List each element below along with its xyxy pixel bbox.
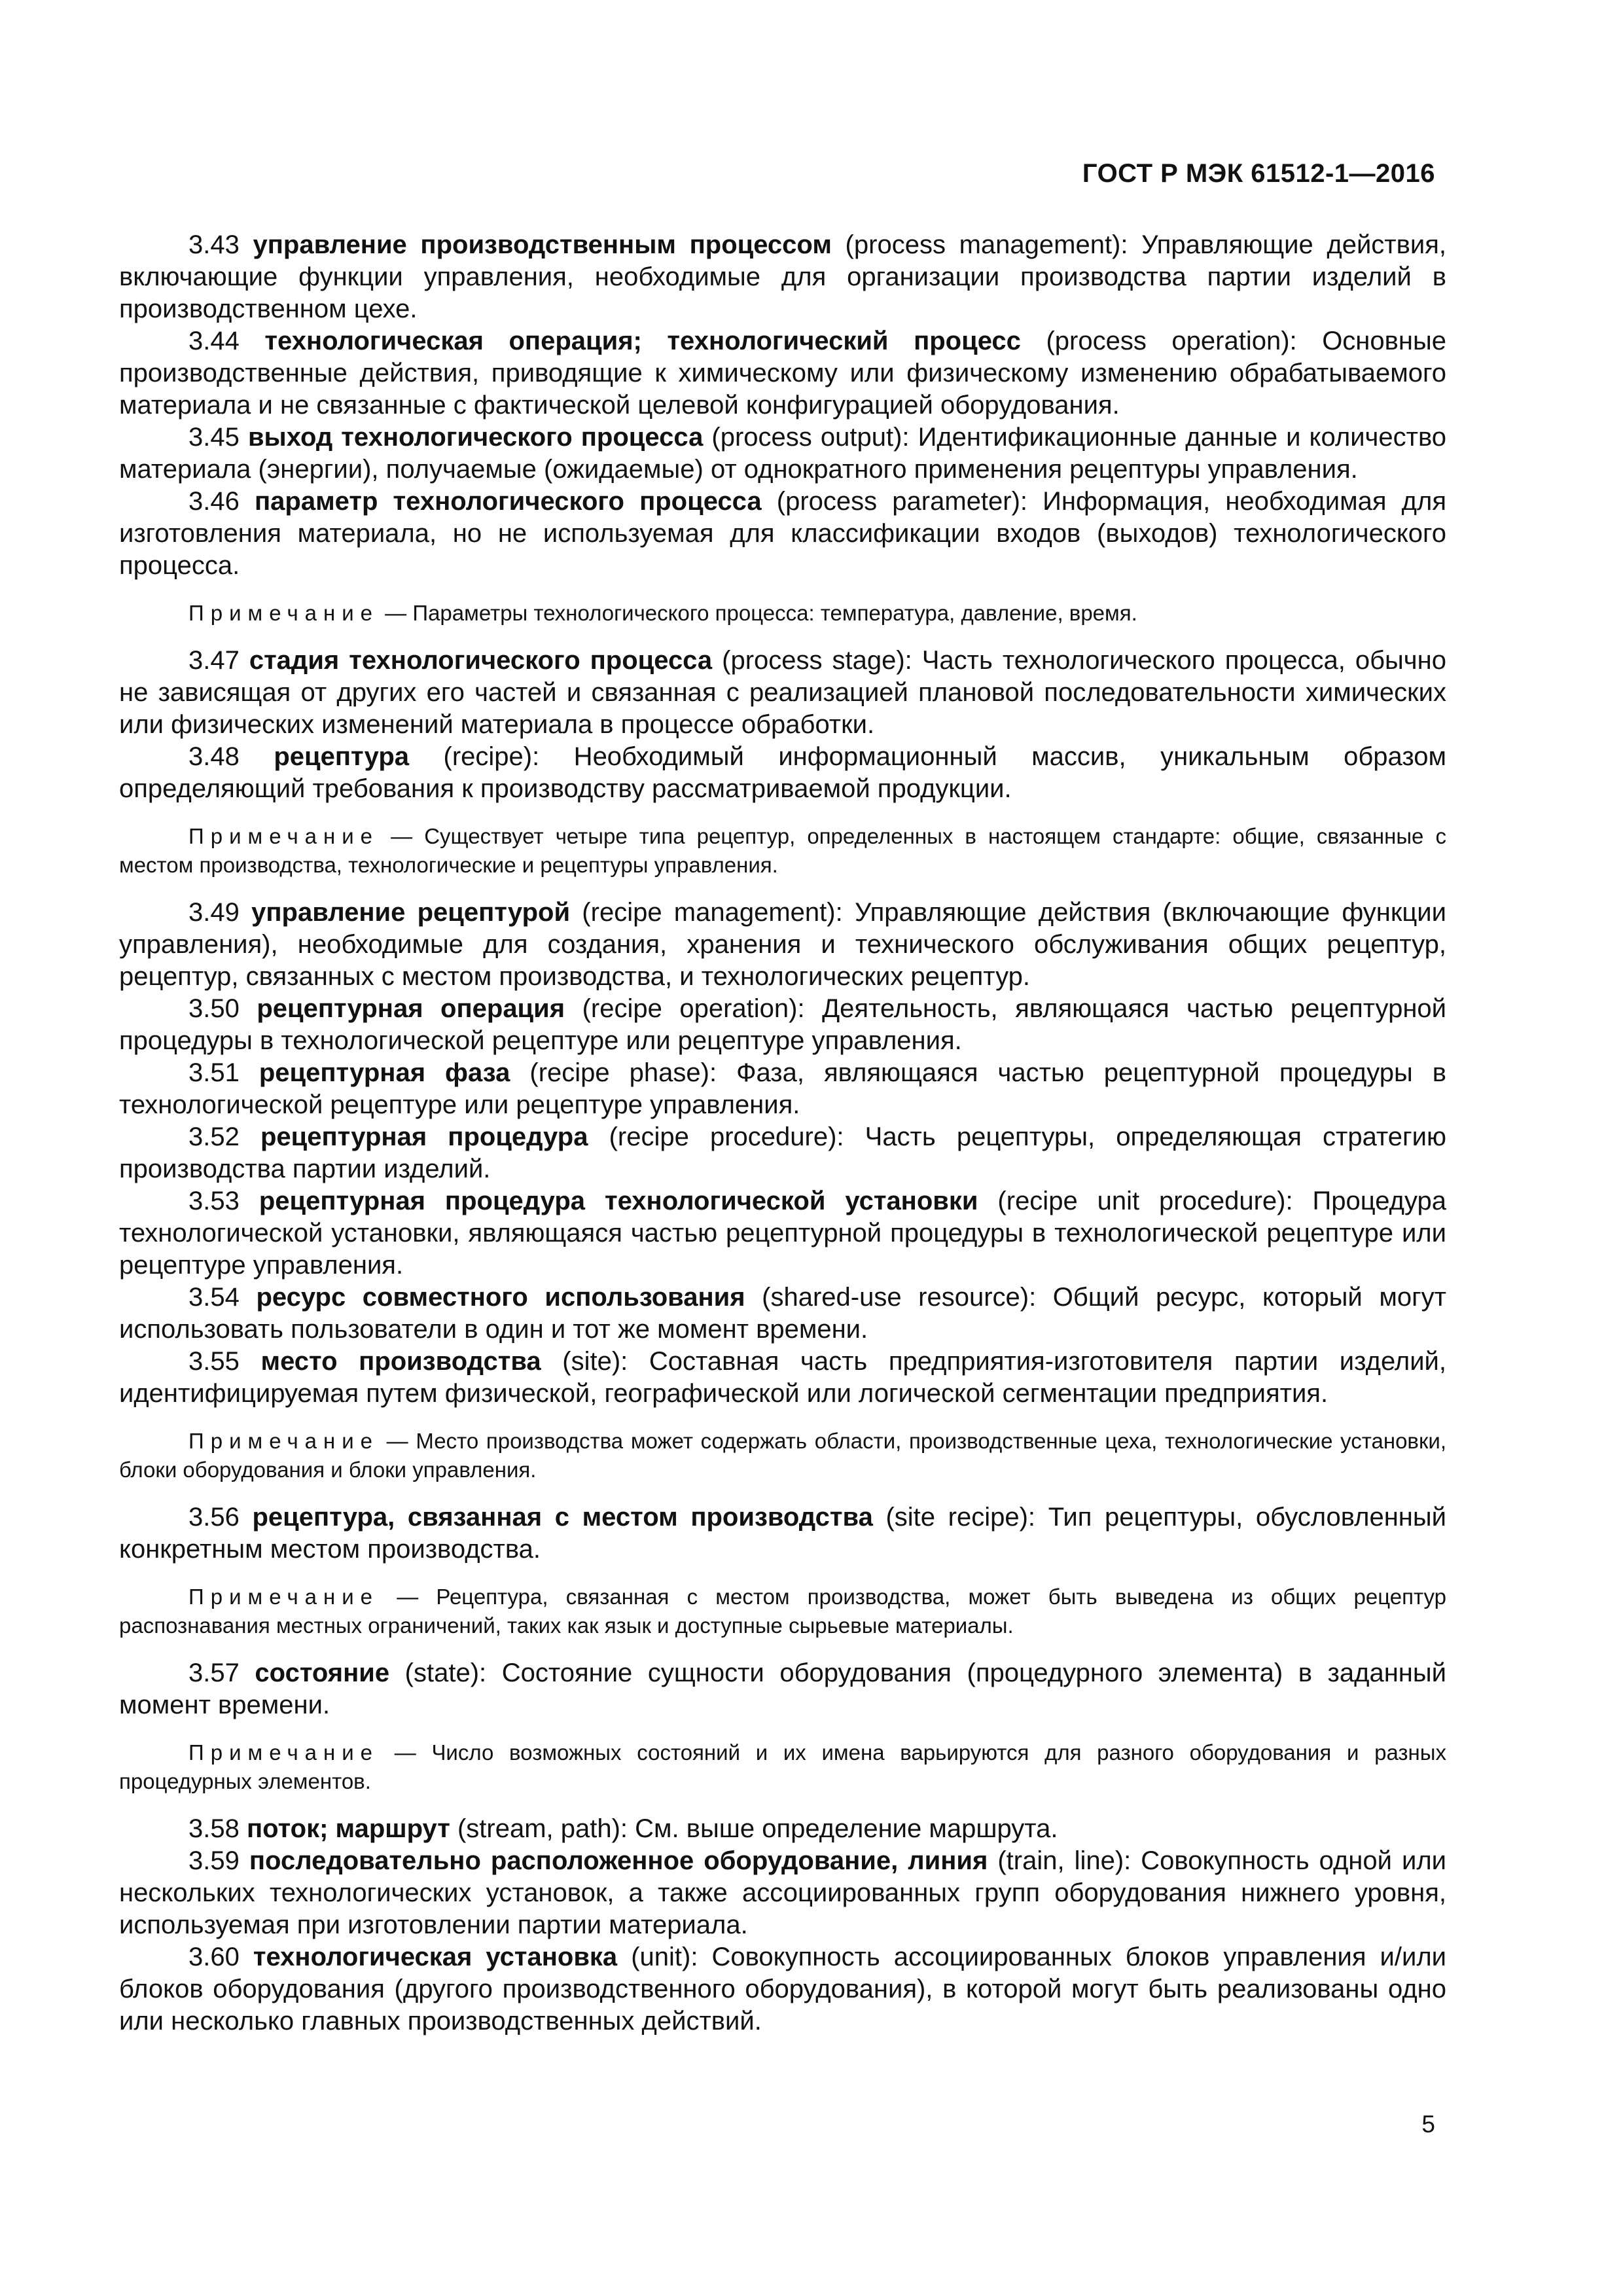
term: управление производственным процессом (253, 230, 832, 259)
term: параметр технологического процесса (255, 487, 762, 516)
definition-3-46: 3.46 параметр технологического процесса (process parameter): Информация, необходимая для изготовления материала, но не используемая для классификации входов (выходов) технологического процесса. (119, 487, 1446, 580)
definition-3-54: 3.54 ресурс совместного использования (shared-use resource): Общий ресурс, который могут использовать пользователи в один и тот же момент времени. (119, 1283, 1446, 1344)
document-id-header: ГОСТ Р МЭК 61512-1—2016 (1082, 159, 1435, 188)
term: состояние (255, 1659, 390, 1687)
definition-3-53: 3.53 рецептурная процедура технологической установки (recipe unit procedure): Процедура технологической установки, являющаяся частью рецептурной процедуры в технологической рецептуре или рецептуре управления. (119, 1187, 1447, 1280)
term: место производства (260, 1347, 541, 1376)
term: ресурс совместного использования (256, 1283, 745, 1312)
note-3-55: Примечание — Место производства может содержать области, производственные цеха, технологические установки, блоки оборудования и блоки управления. (119, 1429, 1446, 1482)
definition-3-60: 3.60 технологическая установка (unit): Совокупность ассоциированных блоков управления и/или блоков оборудования (другого производственного оборудования), в которой могут быть реализованы одно или несколько главных производственных действий. (119, 1943, 1447, 2036)
term: технологическая операция; технологический процесс (264, 327, 1021, 355)
definition-3-49: 3.49 управление рецептурой (recipe management): Управляющие действия (включающие функции управления), необходимые для создания, хранения и технического обслуживания общих рецептур, рецептур, связанных с местом производства, и технологических рецептур. (119, 898, 1446, 991)
definition-3-45: 3.45 выход технологического процесса (process output): Идентификационные данные и количество материала (энергии), получаемые (ожидаемые) от однократного применения рецептуры управления. (119, 423, 1446, 484)
definition-3-50: 3.50 рецептурная операция (recipe operation): Деятельность, являющаяся частью рецептурной процедуры в технологической рецептуре или рецептуре управления. (119, 994, 1446, 1055)
note-3-48: Примечание — Существует четыре типа рецептур, определенных в настоящем стандарте: общие, связанные с местом производства, технологические и рецептуры управления. (119, 824, 1447, 877)
term: рецептурная процедура (260, 1122, 588, 1151)
note-label: Примечание (188, 1740, 380, 1765)
term: стадия технологического процесса (249, 646, 713, 675)
definition-3-47: 3.47 стадия технологического процесса (process stage): Часть технологического процесса, обычно не зависящая от других его частей и связанная с реализацией плановой последовательности химических или физических изменений материала в процессе обработки. (119, 646, 1446, 739)
note-label: Примечание (188, 1429, 380, 1453)
term: последовательно расположенное оборудование, линия (249, 1846, 988, 1875)
definition-3-59: 3.59 последовательно расположенное оборудование, линия (train, line): Совокупность одной или нескольких технологических установок, а также ассоциированных групп оборудования нижнего уровня, используемая при изготовлении партии материала. (119, 1846, 1446, 1939)
definition-3-43: 3.43 управление производственным процессом (process management): Управляющие действия, включающие функции управления, необходимые для организации производства партии изделий в производственном цехе. (119, 230, 1446, 323)
term: управление рецептурой (251, 898, 571, 927)
definitions-body (119, 229, 1446, 2037)
term: выход технологического процесса (247, 423, 704, 452)
definition-3-48: 3.48 рецептура (recipe): Необходимый информационный массив, уникальным образом определяющий требования к производству рассматриваемой продукции. (119, 742, 1446, 803)
note-3-56: Примечание — Рецептура, связанная с местом производства, может быть выведена из общих рецептур распознавания местных ограничений, таких как язык и доступные сырьевые материалы. (119, 1585, 1446, 1638)
definition-3-44: 3.44 технологическая операция; технологический процесс (process operation): Основные производственные действия, приводящие к химическому или физическому изменению обрабатываемого материала и не связанные с фактической целевой конфигурацией оборудования. (119, 327, 1446, 420)
definition-3-55: 3.55 место производства (site): Составная часть предприятия-изготовителя партии изделий, идентифицируемая путем физической, географической или логической сегментации предприятия. (119, 1347, 1446, 1408)
term: рецептура, связанная с местом производства (252, 1503, 873, 1532)
note-label: Примечание (188, 824, 380, 848)
note-label: Примечание (188, 601, 380, 625)
note-3-46: Примечание — Параметры технологического процесса: температура, давление, время. (188, 601, 1137, 625)
term: технологическая установка (253, 1943, 618, 1971)
definition-3-58: 3.58 поток; маршрут (stream, path): См. выше определение маршрута. (188, 1814, 1058, 1843)
definition-3-52: 3.52 рецептурная процедура (recipe procedure): Часть рецептуры, определяющая стратегию производства партии изделий. (119, 1122, 1446, 1183)
note-3-57: Примечание — Число возможных состояний и их имена варьируются для разного оборудования и разных процедурных элементов. (119, 1740, 1446, 1793)
definition-3-56: 3.56 рецептура, связанная с местом производства (site recipe): Тип рецептуры, обусловленный конкретным местом производства. (119, 1503, 1446, 1564)
term: рецептурная операция (257, 994, 565, 1023)
note-label: Примечание (188, 1585, 380, 1609)
definition-3-57: 3.57 состояние (state): Состояние сущности оборудования (процедурного элемента) в заданный момент времени. (119, 1659, 1446, 1719)
term: поток; маршрут (246, 1814, 450, 1843)
term: рецептурная фаза (259, 1058, 510, 1087)
term: рецептурная процедура технологической установки (259, 1187, 978, 1215)
page-number: 5 (1421, 2111, 1435, 2138)
definition-3-51: 3.51 рецептурная фаза (recipe phase): Фаза, являющаяся частью рецептурной процедуры в технологической рецептуре или рецептуре управления. (119, 1058, 1446, 1119)
term: рецептура (274, 742, 410, 771)
